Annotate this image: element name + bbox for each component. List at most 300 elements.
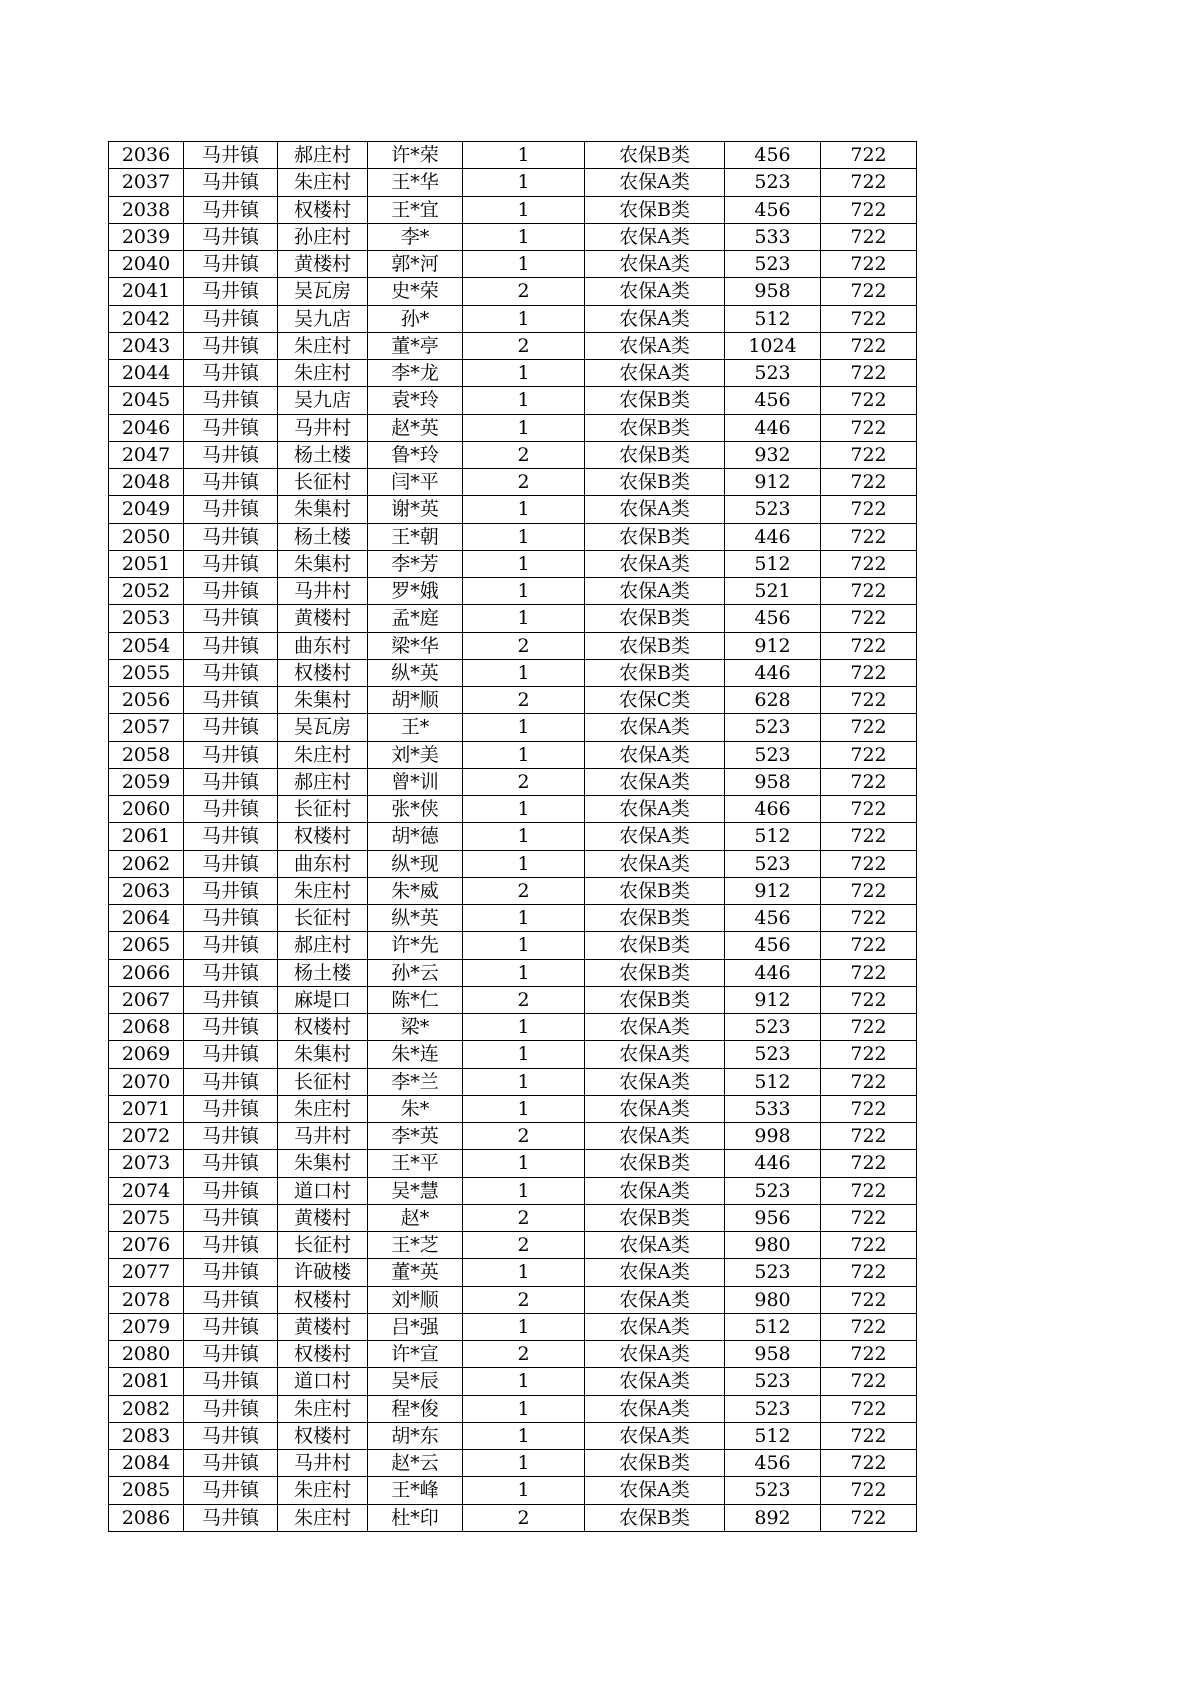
- table-row: [109, 1123, 917, 1150]
- table-row: [109, 905, 917, 932]
- table-row: [109, 659, 917, 686]
- table-row: [109, 169, 917, 196]
- town-cell: 马井镇: [184, 142, 278, 169]
- name-cell: 董*亭: [368, 332, 463, 359]
- table-row: [109, 142, 917, 169]
- count-cell: 1: [463, 142, 585, 169]
- amount-cell: 456: [725, 142, 821, 169]
- row-number-cell: 2080: [109, 1341, 184, 1368]
- count-cell: 2: [463, 441, 585, 468]
- count-cell: 1: [463, 1477, 585, 1504]
- town-cell: 马井镇: [184, 1204, 278, 1231]
- insurance-type-cell: 农保B类: [585, 632, 725, 659]
- row-number-cell: 2051: [109, 550, 184, 577]
- village-cell: 朱庄村: [278, 1095, 368, 1122]
- table-row: [109, 332, 917, 359]
- standard-cell: 722: [821, 196, 917, 223]
- insurance-type-cell: 农保A类: [585, 1422, 725, 1449]
- name-cell: 纵*英: [368, 659, 463, 686]
- table-row: [109, 1232, 917, 1259]
- row-number-cell: 2058: [109, 741, 184, 768]
- village-cell: 权楼村: [278, 1422, 368, 1449]
- insurance-type-cell: 农保B类: [585, 932, 725, 959]
- count-cell: 2: [463, 332, 585, 359]
- amount-cell: 523: [725, 496, 821, 523]
- insurance-type-cell: 农保A类: [585, 251, 725, 278]
- village-cell: 长征村: [278, 1068, 368, 1095]
- standard-cell: 722: [821, 223, 917, 250]
- amount-cell: 956: [725, 1204, 821, 1231]
- town-cell: 马井镇: [184, 1477, 278, 1504]
- name-cell: 孙*: [368, 305, 463, 332]
- count-cell: 1: [463, 387, 585, 414]
- amount-cell: 533: [725, 1095, 821, 1122]
- name-cell: 刘*美: [368, 741, 463, 768]
- amount-cell: 912: [725, 877, 821, 904]
- table-row: [109, 1041, 917, 1068]
- village-cell: 朱庄村: [278, 741, 368, 768]
- standard-cell: 722: [821, 1504, 917, 1531]
- town-cell: 马井镇: [184, 1450, 278, 1477]
- village-cell: 权楼村: [278, 823, 368, 850]
- name-cell: 杜*印: [368, 1504, 463, 1531]
- name-cell: 纵*现: [368, 850, 463, 877]
- town-cell: 马井镇: [184, 414, 278, 441]
- standard-cell: 722: [821, 1477, 917, 1504]
- town-cell: 马井镇: [184, 1368, 278, 1395]
- town-cell: 马井镇: [184, 1341, 278, 1368]
- insurance-type-cell: 农保A类: [585, 1041, 725, 1068]
- row-number-cell: 2050: [109, 523, 184, 550]
- amount-cell: 521: [725, 578, 821, 605]
- name-cell: 史*荣: [368, 278, 463, 305]
- row-number-cell: 2074: [109, 1177, 184, 1204]
- count-cell: 2: [463, 632, 585, 659]
- count-cell: 1: [463, 1395, 585, 1422]
- row-number-cell: 2043: [109, 332, 184, 359]
- name-cell: 王*芝: [368, 1232, 463, 1259]
- table-row: [109, 796, 917, 823]
- amount-cell: 523: [725, 1368, 821, 1395]
- count-cell: 1: [463, 1177, 585, 1204]
- amount-cell: 512: [725, 550, 821, 577]
- insurance-type-cell: 农保B类: [585, 523, 725, 550]
- town-cell: 马井镇: [184, 850, 278, 877]
- amount-cell: 958: [725, 768, 821, 795]
- row-number-cell: 2061: [109, 823, 184, 850]
- name-cell: 朱*连: [368, 1041, 463, 1068]
- count-cell: 1: [463, 1095, 585, 1122]
- count-cell: 1: [463, 1313, 585, 1340]
- standard-cell: 722: [821, 1123, 917, 1150]
- insurance-type-cell: 农保A类: [585, 850, 725, 877]
- town-cell: 马井镇: [184, 1123, 278, 1150]
- standard-cell: 722: [821, 714, 917, 741]
- insurance-type-cell: 农保B类: [585, 142, 725, 169]
- count-cell: 1: [463, 496, 585, 523]
- standard-cell: 722: [821, 441, 917, 468]
- table-row: [109, 360, 917, 387]
- standard-cell: 722: [821, 278, 917, 305]
- village-cell: 杨土楼: [278, 523, 368, 550]
- name-cell: 王*华: [368, 169, 463, 196]
- standard-cell: 722: [821, 1422, 917, 1449]
- name-cell: 许*先: [368, 932, 463, 959]
- amount-cell: 523: [725, 714, 821, 741]
- table-row: [109, 1014, 917, 1041]
- town-cell: 马井镇: [184, 1259, 278, 1286]
- insurance-type-cell: 农保C类: [585, 687, 725, 714]
- town-cell: 马井镇: [184, 605, 278, 632]
- table-row: [109, 823, 917, 850]
- table-row: [109, 1177, 917, 1204]
- town-cell: 马井镇: [184, 659, 278, 686]
- count-cell: 2: [463, 768, 585, 795]
- count-cell: 2: [463, 469, 585, 496]
- village-cell: 马井村: [278, 414, 368, 441]
- town-cell: 马井镇: [184, 1422, 278, 1449]
- village-cell: 道口村: [278, 1368, 368, 1395]
- insurance-type-cell: 农保A类: [585, 278, 725, 305]
- insurance-type-cell: 农保B类: [585, 959, 725, 986]
- amount-cell: 980: [725, 1286, 821, 1313]
- table-row: [109, 441, 917, 468]
- name-cell: 李*龙: [368, 360, 463, 387]
- town-cell: 马井镇: [184, 169, 278, 196]
- amount-cell: 523: [725, 1177, 821, 1204]
- count-cell: 2: [463, 1504, 585, 1531]
- standard-cell: 722: [821, 387, 917, 414]
- insurance-type-cell: 农保A类: [585, 360, 725, 387]
- count-cell: 1: [463, 850, 585, 877]
- count-cell: 1: [463, 1068, 585, 1095]
- insurance-type-cell: 农保A类: [585, 741, 725, 768]
- amount-cell: 523: [725, 1014, 821, 1041]
- village-cell: 朱集村: [278, 550, 368, 577]
- amount-cell: 523: [725, 251, 821, 278]
- village-cell: 吴瓦房: [278, 714, 368, 741]
- table-row: [109, 1368, 917, 1395]
- insurance-type-cell: 农保B类: [585, 469, 725, 496]
- insurance-type-cell: 农保A类: [585, 496, 725, 523]
- amount-cell: 456: [725, 196, 821, 223]
- village-cell: 郝庄村: [278, 932, 368, 959]
- standard-cell: 722: [821, 1368, 917, 1395]
- name-cell: 吕*强: [368, 1313, 463, 1340]
- town-cell: 马井镇: [184, 741, 278, 768]
- town-cell: 马井镇: [184, 1232, 278, 1259]
- village-cell: 朱庄村: [278, 332, 368, 359]
- row-number-cell: 2067: [109, 986, 184, 1013]
- amount-cell: 980: [725, 1232, 821, 1259]
- standard-cell: 722: [821, 142, 917, 169]
- town-cell: 马井镇: [184, 1095, 278, 1122]
- amount-cell: 958: [725, 1341, 821, 1368]
- village-cell: 曲东村: [278, 850, 368, 877]
- table-row: [109, 387, 917, 414]
- name-cell: 梁*华: [368, 632, 463, 659]
- count-cell: 1: [463, 932, 585, 959]
- insurance-type-cell: 农保A类: [585, 714, 725, 741]
- count-cell: 1: [463, 414, 585, 441]
- insurance-type-cell: 农保A类: [585, 1313, 725, 1340]
- row-number-cell: 2036: [109, 142, 184, 169]
- row-number-cell: 2069: [109, 1041, 184, 1068]
- table-row: [109, 1341, 917, 1368]
- row-number-cell: 2066: [109, 959, 184, 986]
- town-cell: 马井镇: [184, 223, 278, 250]
- town-cell: 马井镇: [184, 305, 278, 332]
- row-number-cell: 2060: [109, 796, 184, 823]
- standard-cell: 722: [821, 1313, 917, 1340]
- data-table: [108, 141, 917, 1532]
- name-cell: 赵*: [368, 1204, 463, 1231]
- standard-cell: 722: [821, 823, 917, 850]
- count-cell: 2: [463, 986, 585, 1013]
- count-cell: 2: [463, 1232, 585, 1259]
- row-number-cell: 2038: [109, 196, 184, 223]
- insurance-type-cell: 农保A类: [585, 550, 725, 577]
- amount-cell: 523: [725, 741, 821, 768]
- amount-cell: 466: [725, 796, 821, 823]
- name-cell: 王*朝: [368, 523, 463, 550]
- table-row: [109, 278, 917, 305]
- standard-cell: 722: [821, 605, 917, 632]
- insurance-type-cell: 农保B类: [585, 196, 725, 223]
- name-cell: 刘*顺: [368, 1286, 463, 1313]
- row-number-cell: 2073: [109, 1150, 184, 1177]
- village-cell: 马井村: [278, 1123, 368, 1150]
- table-row: [109, 1204, 917, 1231]
- row-number-cell: 2039: [109, 223, 184, 250]
- standard-cell: 722: [821, 414, 917, 441]
- standard-cell: 722: [821, 632, 917, 659]
- village-cell: 许破楼: [278, 1259, 368, 1286]
- town-cell: 马井镇: [184, 278, 278, 305]
- count-cell: 1: [463, 741, 585, 768]
- amount-cell: 912: [725, 469, 821, 496]
- insurance-type-cell: 农保A类: [585, 305, 725, 332]
- town-cell: 马井镇: [184, 1014, 278, 1041]
- table-row: [109, 469, 917, 496]
- standard-cell: 722: [821, 332, 917, 359]
- insurance-type-cell: 农保B类: [585, 905, 725, 932]
- table-row: [109, 1477, 917, 1504]
- row-number-cell: 2053: [109, 605, 184, 632]
- row-number-cell: 2085: [109, 1477, 184, 1504]
- standard-cell: 722: [821, 1259, 917, 1286]
- row-number-cell: 2047: [109, 441, 184, 468]
- standard-cell: 722: [821, 305, 917, 332]
- table-row: [109, 850, 917, 877]
- count-cell: 2: [463, 1204, 585, 1231]
- village-cell: 权楼村: [278, 659, 368, 686]
- row-number-cell: 2059: [109, 768, 184, 795]
- insurance-type-cell: 农保A类: [585, 578, 725, 605]
- table-body: [109, 142, 917, 1532]
- town-cell: 马井镇: [184, 332, 278, 359]
- standard-cell: 722: [821, 877, 917, 904]
- amount-cell: 456: [725, 905, 821, 932]
- amount-cell: 456: [725, 387, 821, 414]
- table-row: [109, 1313, 917, 1340]
- row-number-cell: 2041: [109, 278, 184, 305]
- town-cell: 马井镇: [184, 578, 278, 605]
- town-cell: 马井镇: [184, 1313, 278, 1340]
- name-cell: 许*荣: [368, 142, 463, 169]
- town-cell: 马井镇: [184, 469, 278, 496]
- town-cell: 马井镇: [184, 877, 278, 904]
- amount-cell: 512: [725, 305, 821, 332]
- standard-cell: 722: [821, 1395, 917, 1422]
- count-cell: 1: [463, 578, 585, 605]
- village-cell: 长征村: [278, 905, 368, 932]
- row-number-cell: 2042: [109, 305, 184, 332]
- village-cell: 曲东村: [278, 632, 368, 659]
- village-cell: 黄楼村: [278, 605, 368, 632]
- amount-cell: 998: [725, 1123, 821, 1150]
- name-cell: 王*峰: [368, 1477, 463, 1504]
- table-row: [109, 1259, 917, 1286]
- amount-cell: 628: [725, 687, 821, 714]
- village-cell: 朱庄村: [278, 169, 368, 196]
- table-row: [109, 305, 917, 332]
- town-cell: 马井镇: [184, 1395, 278, 1422]
- table-row: [109, 932, 917, 959]
- name-cell: 王*平: [368, 1150, 463, 1177]
- standard-cell: 722: [821, 659, 917, 686]
- village-cell: 朱集村: [278, 1150, 368, 1177]
- count-cell: 1: [463, 550, 585, 577]
- insurance-type-cell: 农保B类: [585, 441, 725, 468]
- count-cell: 1: [463, 605, 585, 632]
- village-cell: 杨土楼: [278, 441, 368, 468]
- insurance-type-cell: 农保A类: [585, 1177, 725, 1204]
- name-cell: 鲁*玲: [368, 441, 463, 468]
- table-row: [109, 1286, 917, 1313]
- standard-cell: 722: [821, 959, 917, 986]
- village-cell: 黄楼村: [278, 1204, 368, 1231]
- count-cell: 1: [463, 1422, 585, 1449]
- row-number-cell: 2063: [109, 877, 184, 904]
- row-number-cell: 2037: [109, 169, 184, 196]
- name-cell: 吴*辰: [368, 1368, 463, 1395]
- insurance-type-cell: 农保A类: [585, 768, 725, 795]
- town-cell: 马井镇: [184, 251, 278, 278]
- row-number-cell: 2077: [109, 1259, 184, 1286]
- row-number-cell: 2049: [109, 496, 184, 523]
- name-cell: 郭*河: [368, 251, 463, 278]
- town-cell: 马井镇: [184, 1150, 278, 1177]
- insurance-type-cell: 农保A类: [585, 1286, 725, 1313]
- name-cell: 胡*东: [368, 1422, 463, 1449]
- count-cell: 2: [463, 1123, 585, 1150]
- amount-cell: 446: [725, 414, 821, 441]
- insurance-type-cell: 农保A类: [585, 1095, 725, 1122]
- name-cell: 李*兰: [368, 1068, 463, 1095]
- table-row: [109, 714, 917, 741]
- standard-cell: 722: [821, 687, 917, 714]
- village-cell: 长征村: [278, 469, 368, 496]
- standard-cell: 722: [821, 986, 917, 1013]
- count-cell: 1: [463, 905, 585, 932]
- count-cell: 1: [463, 305, 585, 332]
- town-cell: 马井镇: [184, 986, 278, 1013]
- village-cell: 郝庄村: [278, 768, 368, 795]
- count-cell: 1: [463, 1259, 585, 1286]
- insurance-type-cell: 农保B类: [585, 387, 725, 414]
- amount-cell: 523: [725, 1259, 821, 1286]
- count-cell: 1: [463, 169, 585, 196]
- table-row: [109, 523, 917, 550]
- name-cell: 王*宜: [368, 196, 463, 223]
- town-cell: 马井镇: [184, 932, 278, 959]
- village-cell: 朱集村: [278, 687, 368, 714]
- insurance-type-cell: 农保A类: [585, 223, 725, 250]
- amount-cell: 446: [725, 959, 821, 986]
- row-number-cell: 2055: [109, 659, 184, 686]
- village-cell: 朱庄村: [278, 1395, 368, 1422]
- amount-cell: 446: [725, 659, 821, 686]
- amount-cell: 533: [725, 223, 821, 250]
- row-number-cell: 2046: [109, 414, 184, 441]
- standard-cell: 722: [821, 1095, 917, 1122]
- village-cell: 权楼村: [278, 1341, 368, 1368]
- insurance-type-cell: 农保A类: [585, 1477, 725, 1504]
- town-cell: 马井镇: [184, 550, 278, 577]
- village-cell: 权楼村: [278, 196, 368, 223]
- name-cell: 李*芳: [368, 550, 463, 577]
- amount-cell: 512: [725, 823, 821, 850]
- count-cell: 1: [463, 659, 585, 686]
- table-row: [109, 196, 917, 223]
- insurance-type-cell: 农保A类: [585, 1014, 725, 1041]
- town-cell: 马井镇: [184, 687, 278, 714]
- standard-cell: 722: [821, 1286, 917, 1313]
- amount-cell: 523: [725, 1477, 821, 1504]
- standard-cell: 722: [821, 578, 917, 605]
- table-row: [109, 1068, 917, 1095]
- standard-cell: 722: [821, 496, 917, 523]
- count-cell: 1: [463, 796, 585, 823]
- count-cell: 2: [463, 1341, 585, 1368]
- count-cell: 2: [463, 278, 585, 305]
- town-cell: 马井镇: [184, 796, 278, 823]
- name-cell: 赵*云: [368, 1450, 463, 1477]
- standard-cell: 722: [821, 550, 917, 577]
- row-number-cell: 2054: [109, 632, 184, 659]
- table-row: [109, 223, 917, 250]
- row-number-cell: 2068: [109, 1014, 184, 1041]
- table-row: [109, 986, 917, 1013]
- standard-cell: 722: [821, 1068, 917, 1095]
- standard-cell: 722: [821, 768, 917, 795]
- insurance-type-cell: 农保A类: [585, 1341, 725, 1368]
- town-cell: 马井镇: [184, 714, 278, 741]
- village-cell: 杨土楼: [278, 959, 368, 986]
- count-cell: 1: [463, 223, 585, 250]
- row-number-cell: 2079: [109, 1313, 184, 1340]
- table-row: [109, 251, 917, 278]
- amount-cell: 523: [725, 360, 821, 387]
- town-cell: 马井镇: [184, 632, 278, 659]
- insurance-type-cell: 农保B类: [585, 605, 725, 632]
- row-number-cell: 2052: [109, 578, 184, 605]
- amount-cell: 512: [725, 1068, 821, 1095]
- table-row: [109, 414, 917, 441]
- village-cell: 权楼村: [278, 1286, 368, 1313]
- name-cell: 陈*仁: [368, 986, 463, 1013]
